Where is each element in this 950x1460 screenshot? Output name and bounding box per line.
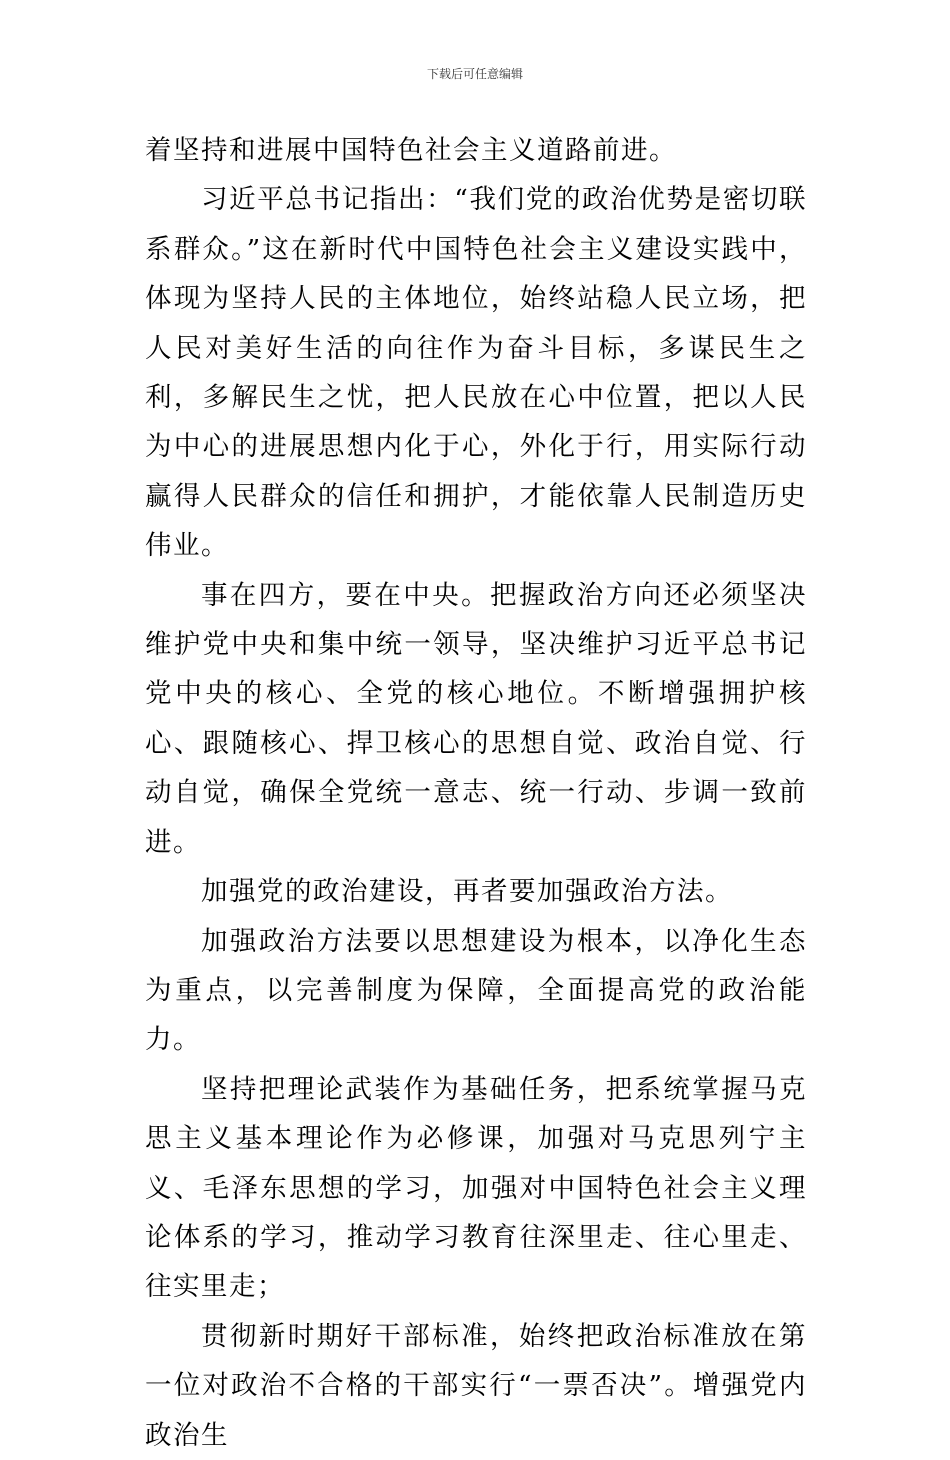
paragraph-7: 贯彻新时期好干部标准，始终把政治标准放在第一位对政治不合格的干部实行“一票否决”。增强党内政治生 bbox=[145, 1320, 807, 1451]
paragraph-2: 习近平总书记指出：“我们党的政治优势是密切联系群众。”这在新时代中国特色社会主义建设实践中，体现为坚持人民的主体地位，始终站稳人民立场，把人民对美好生活的向往作为奋斗目标，多谋民生之利，多解民生之忧，把人民放在心中位置，把以人民为中心的进展思想内化于心，外化于行，用实际行动赢得人民群众的信任和拥护，才能依靠人民制造历史伟业。 bbox=[145, 184, 807, 562]
paragraph-5: 加强政治方法要以思想建设为根本，以净化生态为重点，以完善制度为保障，全面提高党的政治能力。 bbox=[145, 925, 807, 1056]
paragraph-4: 加强党的政治建设，再者要加强政治方法。 bbox=[201, 876, 733, 908]
document-body bbox=[145, 126, 807, 1460]
paragraph-3: 事在四方，要在中央。把握政治方向还必须坚决维护党中央和集中统一领导，坚决维护习近平总书记党中央的核心、全党的核心地位。不断增强拥护核心、跟随核心、捍卫核心的思想自觉、政治自觉、行动自觉，确保全党统一意志、统一行动、步调一致前进。 bbox=[145, 579, 807, 858]
paragraph-1: 着坚持和进展中国特色社会主义道路前进。 bbox=[145, 135, 677, 166]
header-note: 下载后可任意编辑 bbox=[426, 67, 523, 81]
paragraph-6: 坚持把理论武装作为基础任务，把系统掌握马克思主义基本理论作为必修课，加强对马克思列宁主义、毛泽东思想的学习，加强对中国特色社会主义理论体系的学习，推动学习教育往深里走、往心里走、往实里走； bbox=[145, 1073, 807, 1303]
